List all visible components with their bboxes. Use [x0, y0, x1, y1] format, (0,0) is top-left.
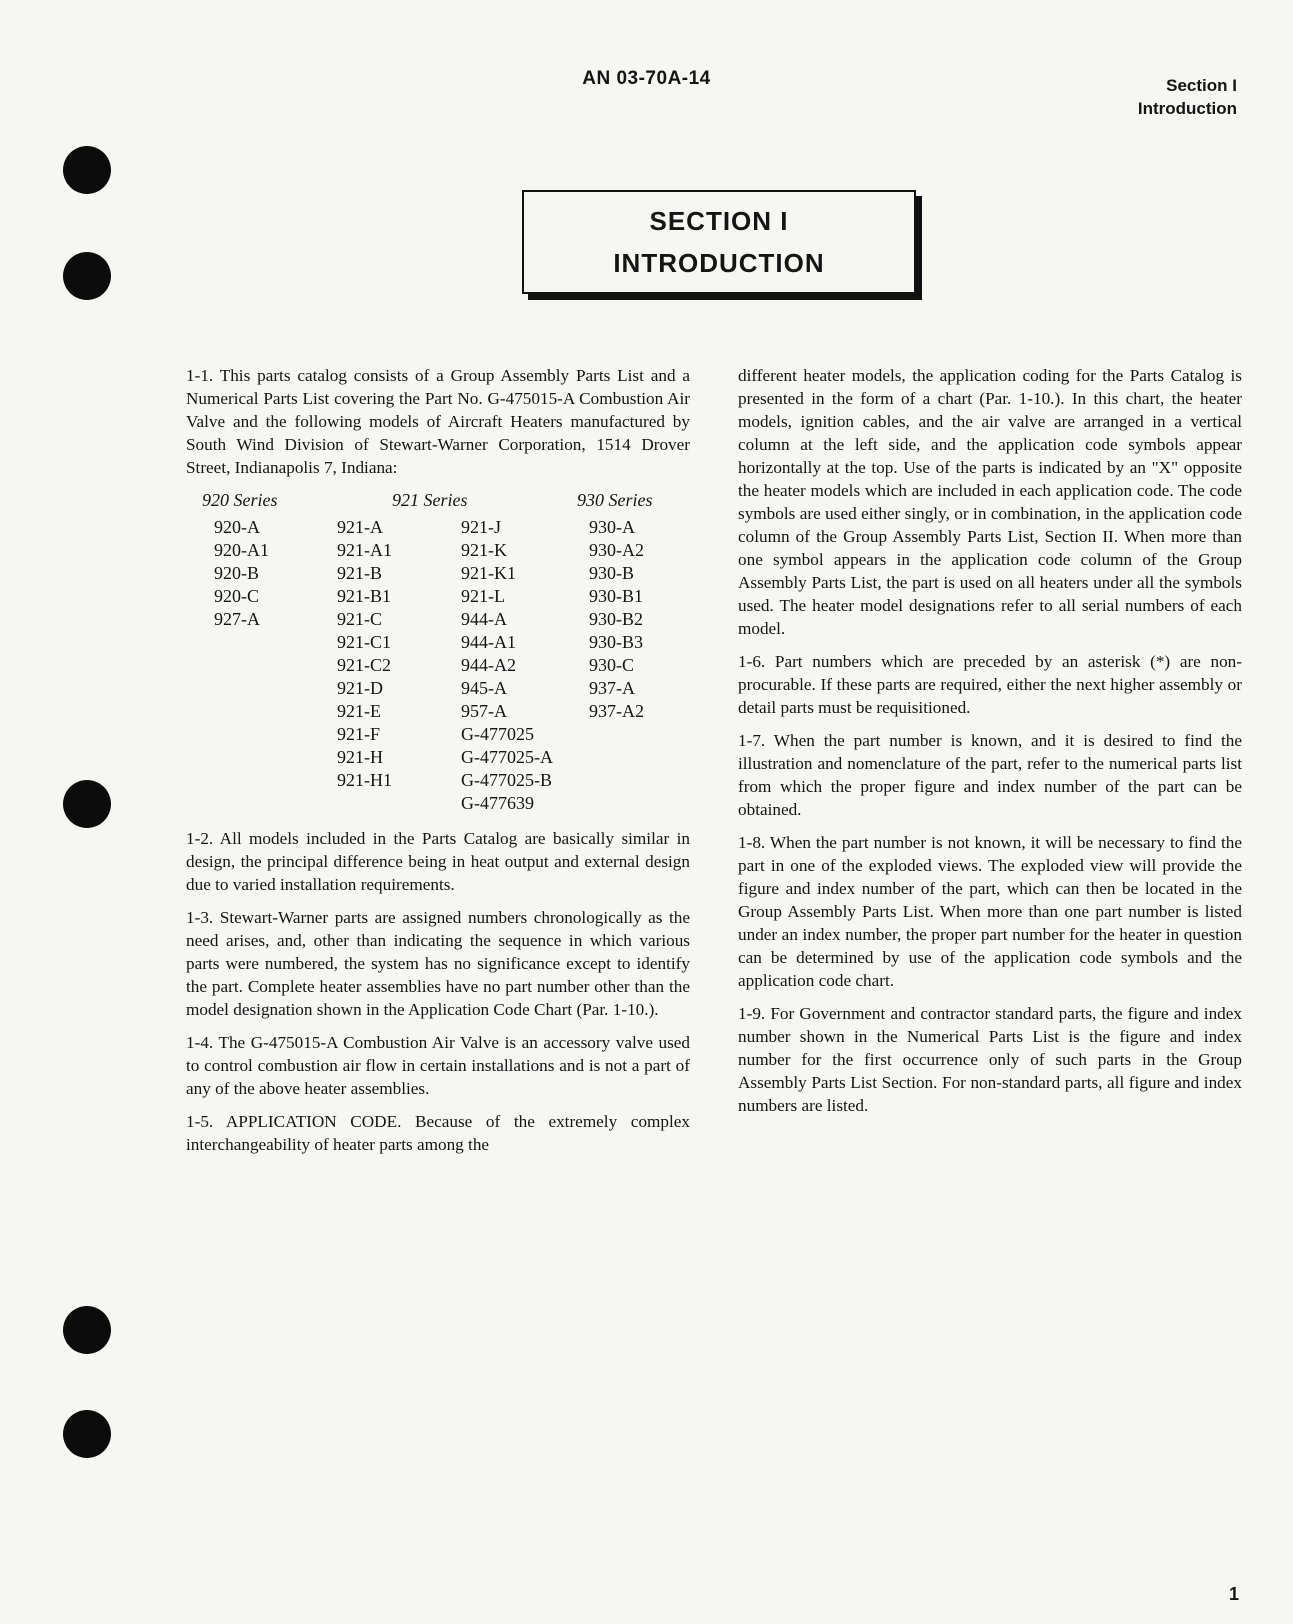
- model-item: 921-H: [337, 747, 383, 767]
- model-item: 930-B: [589, 563, 634, 583]
- model-item: 921-F: [337, 724, 381, 744]
- model-item: G-477025-A: [461, 747, 553, 767]
- paragraph-1-3: 1-3. Stewart-Warner parts are assigned numbers chronologically as the need arises, and, other than indicating the sequence in which various parts were numbered, the system has no significance except to identify the part. Complete heater assemblies have no part number other than the model designation shown in the Application Code Chart (Par. 1-10.).: [186, 908, 690, 1019]
- paragraph-1-6: 1-6. Part numbers which are preceded by an asterisk (*) are non-procurable. If these parts are required, either the next higher assembly or detail parts must be requisitioned.: [738, 652, 1242, 717]
- model-item: 957-A: [461, 701, 507, 721]
- section-label: Section I: [1166, 76, 1237, 95]
- paragraph-1-1: 1-1. This parts catalog consists of a Group Assembly Parts List and a Numerical Parts List covering the Part No. G-475015-A Combustion Air Valve and the following models of Aircraft Heaters manufactured by South Wind Division of Stewart-Warner Corporation, 1514 Drover Street, Indianapolis 7, Indiana:: [186, 366, 690, 477]
- binder-hole: [63, 252, 111, 300]
- series-921-list-1: [337, 516, 461, 815]
- model-item: 921-B1: [337, 586, 391, 606]
- model-item: 930-C: [589, 655, 634, 675]
- model-item: G-477639: [461, 793, 534, 813]
- series-921-heading: 921 Series: [392, 490, 468, 510]
- model-item: 944-A2: [461, 655, 516, 675]
- model-item: 921-K1: [461, 563, 516, 583]
- model-item: 930-B2: [589, 609, 643, 629]
- series-920: [202, 489, 337, 815]
- section-title: SECTION I: [649, 206, 789, 236]
- model-item: 927-A: [214, 609, 260, 629]
- model-item: 944-A1: [461, 632, 516, 652]
- model-item: 930-A: [589, 517, 635, 537]
- paragraph-1-2: 1-2. All models included in the Parts Catalog are basically similar in design, the principal difference being in heat output and external design due to varied installation requirements.: [186, 829, 690, 894]
- section-title-box: [522, 190, 916, 294]
- model-item: G-477025: [461, 724, 534, 744]
- model-list: [202, 489, 690, 815]
- model-item: 921-D: [337, 678, 383, 698]
- page-number: 1: [1228, 1584, 1239, 1604]
- binder-hole: [63, 1306, 111, 1354]
- model-item: 937-A: [589, 678, 635, 698]
- model-item: 920-B: [214, 563, 259, 583]
- series-921: [337, 489, 577, 815]
- model-item: 921-E: [337, 701, 381, 721]
- paragraph-1-9: 1-9. For Government and contractor standard parts, the figure and index number shown in the Numerical Parts List is the figure and index number for the first occurrence only of such parts in the Group Assembly Parts List Section. For non-standard parts, all figure and index numbers are listed.: [738, 1004, 1242, 1115]
- model-item: 937-A2: [589, 701, 644, 721]
- paragraph-1-5: 1-5. APPLICATION CODE. Because of the extremely complex interchangeability of heater parts among the: [186, 1112, 690, 1154]
- model-item: 921-H1: [337, 770, 392, 790]
- series-921-list-2: [461, 516, 577, 815]
- model-item: 920-A1: [214, 540, 269, 560]
- model-item: 930-A2: [589, 540, 644, 560]
- model-item: 921-C2: [337, 655, 391, 675]
- model-item: 921-A1: [337, 540, 392, 560]
- right-column: [738, 364, 1242, 1127]
- series-930-list: [577, 516, 687, 723]
- binder-hole: [63, 146, 111, 194]
- model-item: 921-J: [461, 517, 501, 537]
- binder-hole: [63, 1410, 111, 1458]
- series-930-heading: 930 Series: [577, 490, 653, 510]
- model-item: 945-A: [461, 678, 507, 698]
- model-item: 930-B1: [589, 586, 643, 606]
- model-item: 921-C: [337, 609, 382, 629]
- series-920-heading: 920 Series: [202, 490, 278, 510]
- series-930: [577, 489, 687, 815]
- section-reference: [1138, 74, 1237, 120]
- model-item: 944-A: [461, 609, 507, 629]
- model-item: 921-B: [337, 563, 382, 583]
- model-item: 920-A: [214, 517, 260, 537]
- model-item: 921-C1: [337, 632, 391, 652]
- document-number: AN 03-70A-14: [582, 68, 711, 89]
- series-920-list: [202, 516, 337, 631]
- paragraph-1-7: 1-7. When the part number is known, and it is desired to find the illustration and nomenclature of the part, refer to the numerical parts list from which the proper figure and index number of the part can be obtained.: [738, 731, 1242, 819]
- model-item: 921-K: [461, 540, 507, 560]
- series-921-lists: [337, 516, 577, 815]
- model-item: 921-L: [461, 586, 505, 606]
- model-item: 920-C: [214, 586, 259, 606]
- section-subtitle: INTRODUCTION: [613, 248, 825, 278]
- model-item: G-477025-B: [461, 770, 552, 790]
- left-column: [186, 364, 690, 1166]
- paragraph-1-4: 1-4. The G-475015-A Combustion Air Valve is an accessory valve used to control combustion air flow in certain installations and is not a part of any of the above heater assemblies.: [186, 1033, 690, 1098]
- binder-hole: [63, 780, 111, 828]
- model-item: 921-A: [337, 517, 383, 537]
- paragraph-1-8: 1-8. When the part number is not known, it will be necessary to find the part in one of the exploded views. The exploded view will provide the figure and index number of the part, which can then be located in the Group Assembly Parts List. When more than one part number is listed under an index number, the proper part number for the heater in question can be determined by use of the application code symbols and the application code chart.: [738, 833, 1242, 990]
- model-item: 930-B3: [589, 632, 643, 652]
- subsection-label: Introduction: [1137, 99, 1237, 118]
- paragraph-1-5-continued: different heater models, the application coding for the Parts Catalog is presented in the form of a chart (Par. 1-10.). In this chart, the heater models, ignition cables, and the air valve are arranged in a vertical column at the left side, and the application code symbols appear horizontally at the top. Use of the parts is indicated by an "X" opposite the heater models which are included in each application code. The code symbols are used either singly, or in combination, in the application code column of the Group Assembly Parts List, Section II. When more than one symbol appears in the application code column of the Group Assembly Parts List, the part is used on all heaters under all the symbols used. The heater model designations refer to all serial numbers of each model.: [738, 366, 1242, 638]
